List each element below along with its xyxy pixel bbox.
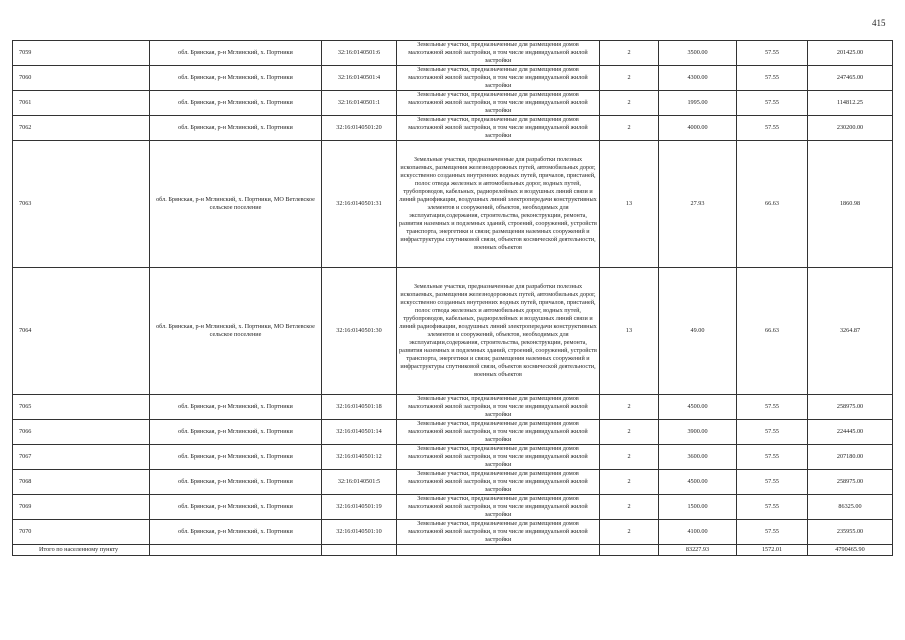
zone-cell: 2 xyxy=(600,470,659,495)
page-number: 415 xyxy=(872,18,886,28)
land-use-cell: Земельные участки, предназначенные для размещения домов малоэтажной жилой застройки, в том числе индивидуальной жилой застройки xyxy=(397,91,600,116)
zone-cell: 2 xyxy=(600,91,659,116)
row-number-cell: 7061 xyxy=(13,91,150,116)
cadastral-number-cell: 32:16:0140501:10 xyxy=(322,520,397,545)
land-use-cell: Земельные участки, предназначенные для размещения домов малоэтажной жилой застройки, в том числе индивидуальной жилой застройки xyxy=(397,495,600,520)
rate-cell: 66.63 xyxy=(737,268,808,395)
rate-cell: 57.55 xyxy=(737,520,808,545)
cadastral-value-table xyxy=(12,40,893,556)
table-row xyxy=(13,445,893,470)
cost-cell: 201425.00 xyxy=(808,41,893,66)
zone-cell: 2 xyxy=(600,420,659,445)
address-cell: обл. Брянская, р-н Мглинский, х. Портники, МО Ветлевское сельское поселение xyxy=(150,268,322,395)
cost-cell: 247465.00 xyxy=(808,66,893,91)
row-number-cell: 7065 xyxy=(13,395,150,420)
zone-cell: 2 xyxy=(600,66,659,91)
area-cell: 27.93 xyxy=(659,141,737,268)
rate-cell: 57.55 xyxy=(737,470,808,495)
summary-rate: 1572.01 xyxy=(737,545,808,556)
cadastral-number-cell: 32:16:0140501:20 xyxy=(322,116,397,141)
row-number-cell: 7063 xyxy=(13,141,150,268)
land-use-cell: Земельные участки, предназначенные для размещения домов малоэтажной жилой застройки, в том числе индивидуальной жилой застройки xyxy=(397,520,600,545)
zone-cell: 2 xyxy=(600,41,659,66)
rate-cell: 57.55 xyxy=(737,420,808,445)
table-row xyxy=(13,495,893,520)
cadastral-number-cell: 32:16:0140501:5 xyxy=(322,470,397,495)
address-cell: обл. Брянская, р-н Мглинский, х. Портники xyxy=(150,66,322,91)
row-number-cell: 7060 xyxy=(13,66,150,91)
row-number-cell: 7062 xyxy=(13,116,150,141)
land-use-cell: Земельные участки, предназначенные для размещения домов малоэтажной жилой застройки, в том числе индивидуальной жилой застройки xyxy=(397,445,600,470)
cost-cell: 258975.00 xyxy=(808,470,893,495)
zone-cell: 2 xyxy=(600,520,659,545)
table-row xyxy=(13,41,893,66)
cadastral-number-cell: 32:16:0140501:18 xyxy=(322,395,397,420)
address-cell: обл. Брянская, р-н Мглинский, х. Портники xyxy=(150,445,322,470)
cost-cell: 1860.98 xyxy=(808,141,893,268)
area-cell: 3600.00 xyxy=(659,445,737,470)
cost-cell: 86325.00 xyxy=(808,495,893,520)
row-number-cell: 7067 xyxy=(13,445,150,470)
table-row xyxy=(13,470,893,495)
cadastral-number-cell: 32:16:0140501:19 xyxy=(322,495,397,520)
rate-cell: 57.55 xyxy=(737,91,808,116)
table-row xyxy=(13,66,893,91)
area-cell: 49.00 xyxy=(659,268,737,395)
address-cell: обл. Брянская, р-н Мглинский, х. Портники xyxy=(150,495,322,520)
rate-cell: 66.63 xyxy=(737,141,808,268)
table-row xyxy=(13,141,893,268)
rate-cell: 57.55 xyxy=(737,495,808,520)
zone-cell: 13 xyxy=(600,268,659,395)
zone-cell: 2 xyxy=(600,116,659,141)
rate-cell: 57.55 xyxy=(737,395,808,420)
summary-area: 83227.93 xyxy=(659,545,737,556)
summary-row xyxy=(13,545,893,556)
area-cell: 1500.00 xyxy=(659,495,737,520)
cost-cell: 114812.25 xyxy=(808,91,893,116)
rate-cell: 57.55 xyxy=(737,66,808,91)
table-row xyxy=(13,520,893,545)
cadastral-number-cell: 32:16:0140501:12 xyxy=(322,445,397,470)
address-cell: обл. Брянская, р-н Мглинский, х. Портники xyxy=(150,395,322,420)
row-number-cell: 7066 xyxy=(13,420,150,445)
address-cell: обл. Брянская, р-н Мглинский, х. Портники xyxy=(150,470,322,495)
land-use-cell: Земельные участки, предназначенные для размещения домов малоэтажной жилой застройки, в том числе индивидуальной жилой застройки xyxy=(397,395,600,420)
summary-empty-cell xyxy=(322,545,397,556)
table-body xyxy=(13,41,893,556)
zone-cell: 2 xyxy=(600,395,659,420)
land-use-cell: Земельные участки, предназначенные для разработки полезных ископаемых, размещения железнодорожных путей, автомобильных дорог, искусственно созданных внутренних водных путей, причалов, пристаней, полос отвода железных и автомобильных дорог, водных путей, трубопроводов, кабельных, радиорелейных и воздушных линий связи и линий радиофикации, воздушных линий электропередачи конструктивных элементов и сооружений, объектов, необходимых для эксплуатации,содержания, строительства, реконструкции, ремонта, развития наземных и подземных зданий, строений, сооружений, устройств транспорта, энергетики и связи; размещения наземных сооружений и инфраструктуры спутниковой связи, объектов космической деятельности, военных объектов xyxy=(397,268,600,395)
summary-label: Итого по населенному пункту xyxy=(13,545,150,556)
cadastral-number-cell: 32:16:0140501:4 xyxy=(322,66,397,91)
table-row xyxy=(13,395,893,420)
zone-cell: 13 xyxy=(600,141,659,268)
cost-cell: 224445.00 xyxy=(808,420,893,445)
row-number-cell: 7064 xyxy=(13,268,150,395)
rate-cell: 57.55 xyxy=(737,116,808,141)
land-use-cell: Земельные участки, предназначенные для размещения домов малоэтажной жилой застройки, в том числе индивидуальной жилой застройки xyxy=(397,420,600,445)
row-number-cell: 7059 xyxy=(13,41,150,66)
area-cell: 4300.00 xyxy=(659,66,737,91)
cadastral-number-cell: 32:16:0140501:30 xyxy=(322,268,397,395)
zone-cell: 2 xyxy=(600,445,659,470)
area-cell: 4500.00 xyxy=(659,395,737,420)
address-cell: обл. Брянская, р-н Мглинский, х. Портники xyxy=(150,520,322,545)
row-number-cell: 7069 xyxy=(13,495,150,520)
address-cell: обл. Брянская, р-н Мглинский, х. Портники xyxy=(150,41,322,66)
zone-cell: 2 xyxy=(600,495,659,520)
cost-cell: 207180.00 xyxy=(808,445,893,470)
area-cell: 3500.00 xyxy=(659,41,737,66)
cost-cell: 258975.00 xyxy=(808,395,893,420)
land-use-cell: Земельные участки, предназначенные для размещения домов малоэтажной жилой застройки, в том числе индивидуальной жилой застройки xyxy=(397,116,600,141)
cadastral-number-cell: 32:16:0140501:14 xyxy=(322,420,397,445)
land-use-cell: Земельные участки, предназначенные для размещения домов малоэтажной жилой застройки, в том числе индивидуальной жилой застройки xyxy=(397,41,600,66)
area-cell: 4500.00 xyxy=(659,470,737,495)
cadastral-number-cell: 32:16:0140501:1 xyxy=(322,91,397,116)
address-cell: обл. Брянская, р-н Мглинский, х. Портники, МО Ветлевское сельское поселение xyxy=(150,141,322,268)
table-row xyxy=(13,116,893,141)
cost-cell: 230200.00 xyxy=(808,116,893,141)
address-cell: обл. Брянская, р-н Мглинский, х. Портники xyxy=(150,116,322,141)
address-cell: обл. Брянская, р-н Мглинский, х. Портники xyxy=(150,91,322,116)
area-cell: 4100.00 xyxy=(659,520,737,545)
address-cell: обл. Брянская, р-н Мглинский, х. Портники xyxy=(150,420,322,445)
row-number-cell: 7070 xyxy=(13,520,150,545)
cost-cell: 3264.87 xyxy=(808,268,893,395)
area-cell: 4000.00 xyxy=(659,116,737,141)
row-number-cell: 7068 xyxy=(13,470,150,495)
cadastral-number-cell: 32:16:0140501:6 xyxy=(322,41,397,66)
rate-cell: 57.55 xyxy=(737,445,808,470)
area-cell: 3900.00 xyxy=(659,420,737,445)
rate-cell: 57.55 xyxy=(737,41,808,66)
summary-empty-cell xyxy=(600,545,659,556)
land-use-cell: Земельные участки, предназначенные для разработки полезных ископаемых, размещения железнодорожных путей, автомобильных дорог, искусственно созданных внутренних водных путей, причалов, пристаней, полос отвода железных и автомобильных дорог, водных путей, трубопроводов, кабельных, радиорелейных и воздушных линий связи и линий радиофикации, воздушных линий электропередачи конструктивных элементов и сооружений, объектов, необходимых для эксплуатации,содержания, строительства, реконструкции, ремонта, развития наземных и подземных зданий, строений, сооружений, устройств транспорта, энергетики и связи; размещения наземных сооружений и инфраструктуры спутниковой связи, объектов космической деятельности, военных объектов xyxy=(397,141,600,268)
table-row xyxy=(13,420,893,445)
cadastral-number-cell: 32:16:0140501:31 xyxy=(322,141,397,268)
summary-cost: 4790465.90 xyxy=(808,545,893,556)
cost-cell: 235955.00 xyxy=(808,520,893,545)
area-cell: 1995.00 xyxy=(659,91,737,116)
land-use-cell: Земельные участки, предназначенные для размещения домов малоэтажной жилой застройки, в том числе индивидуальной жилой застройки xyxy=(397,470,600,495)
summary-empty-cell xyxy=(150,545,322,556)
summary-empty-cell xyxy=(397,545,600,556)
land-use-cell: Земельные участки, предназначенные для размещения домов малоэтажной жилой застройки, в том числе индивидуальной жилой застройки xyxy=(397,66,600,91)
table-row xyxy=(13,91,893,116)
table-row xyxy=(13,268,893,395)
